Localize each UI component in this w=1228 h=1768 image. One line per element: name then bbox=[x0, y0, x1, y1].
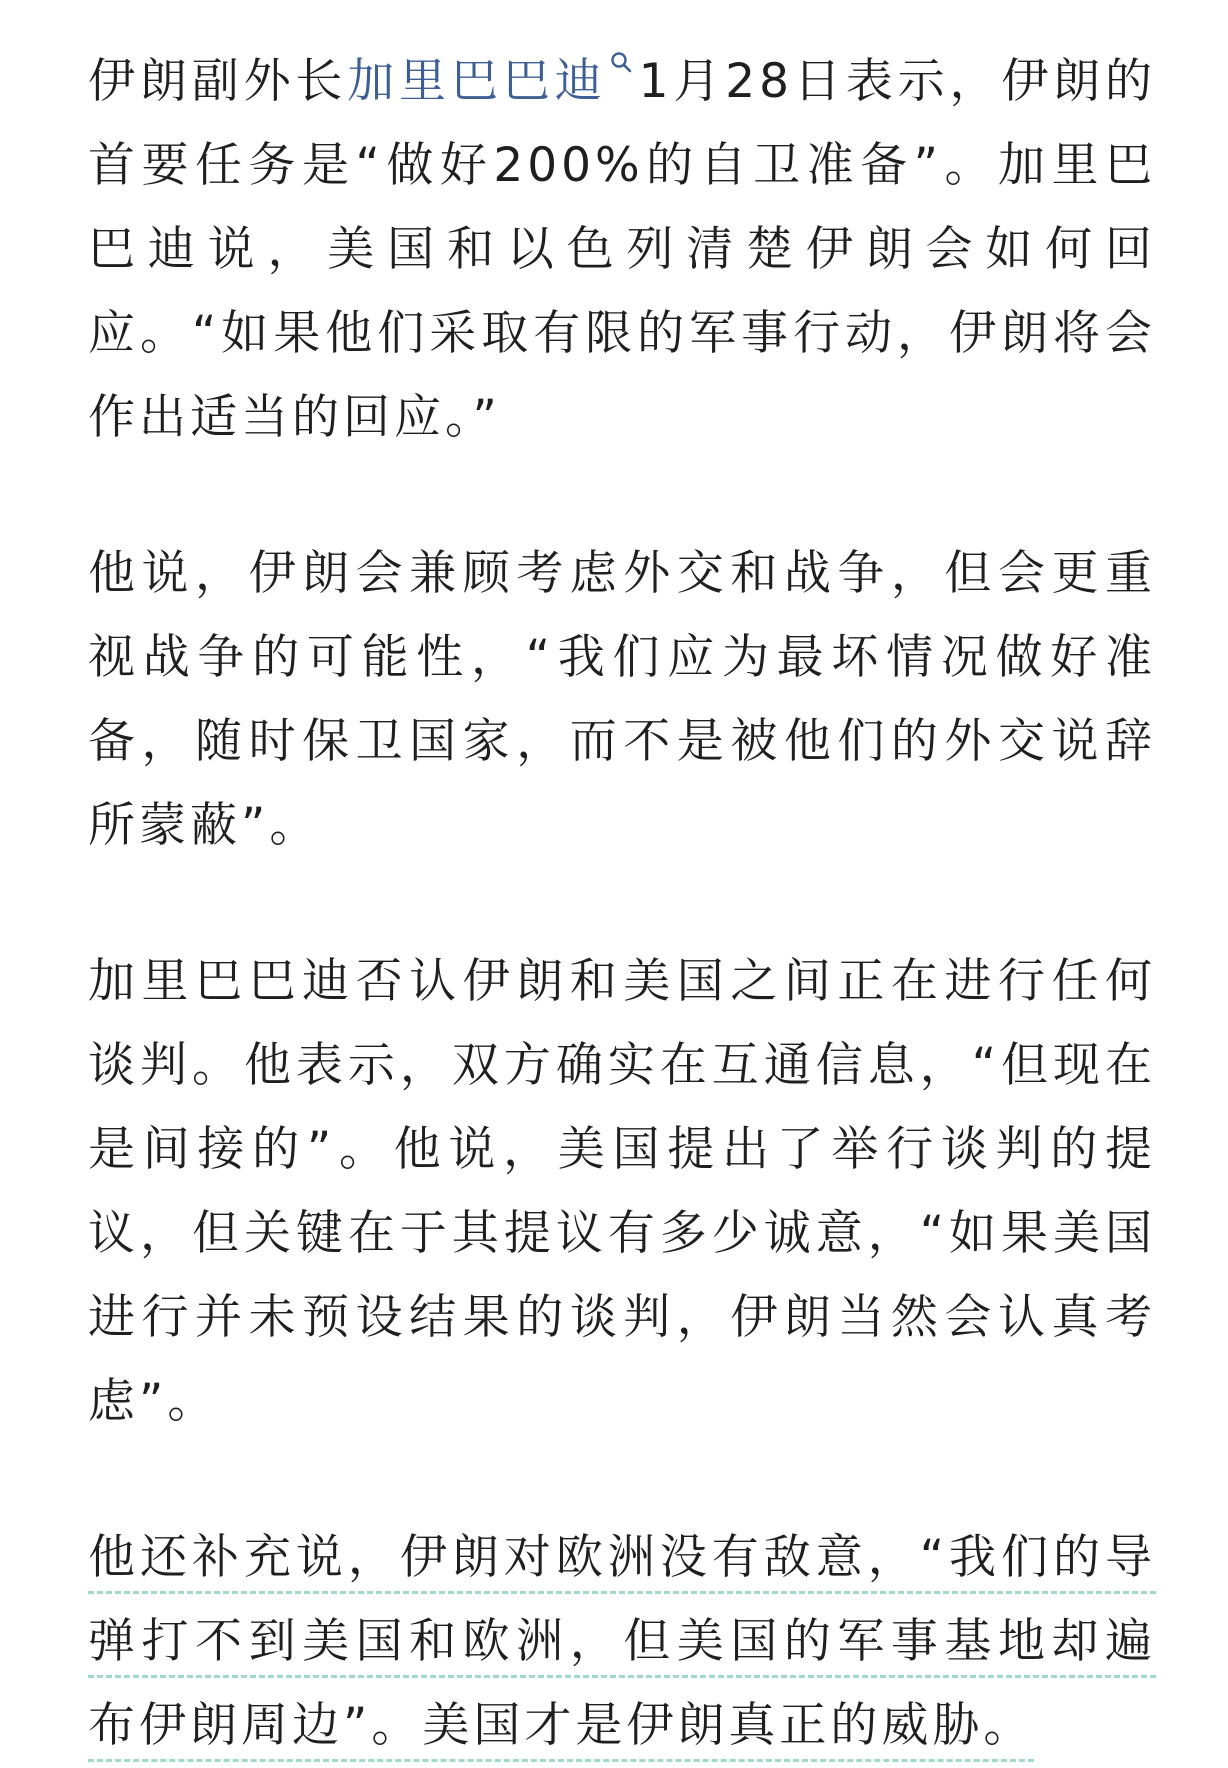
highlighted-sentence[interactable]: 他还补充说，伊朗对欧洲没有敌意，“我们的导弹打不到美国和欧洲，但美国的军事基地却遍布伊朗周边”。美国才是伊朗真正的威胁。 bbox=[88, 1530, 1156, 1762]
paragraph-3: 加里巴巴迪否认伊朗和美国之间正在进行任何谈判。他表示，双方确实在互通信息，“但现在是间接的”。他说，美国提出了举行谈判的提议，但关键在于其提议有多少诚意，“如果美国进行并未预设结果的谈判，伊朗当然会认真考虑”。 bbox=[88, 954, 1156, 1429]
p1-text-before-link: 伊朗副外长 bbox=[88, 54, 348, 109]
article-body bbox=[88, 40, 1156, 1768]
paragraph-4 bbox=[88, 1516, 1156, 1768]
search-icon[interactable] bbox=[609, 40, 635, 74]
paragraph-1 bbox=[88, 40, 1156, 460]
p1-text-after-link: 1月28日表示，伊朗的首要任务是“做好200%的自卫准备”。加里巴巴迪说，美国和以色列清楚伊朗会如何回应。“如果他们采取有限的军事行动，伊朗将会作出适当的回应。” bbox=[88, 54, 1157, 445]
paragraph-2: 他说，伊朗会兼顾考虑外交和战争，但会更重视战争的可能性，“我们应为最坏情况做好准备，随时保卫国家，而不是被他们的外交说辞所蒙蔽”。 bbox=[88, 546, 1156, 853]
search-link-gharibabadi[interactable]: 加里巴巴迪 bbox=[347, 54, 607, 109]
